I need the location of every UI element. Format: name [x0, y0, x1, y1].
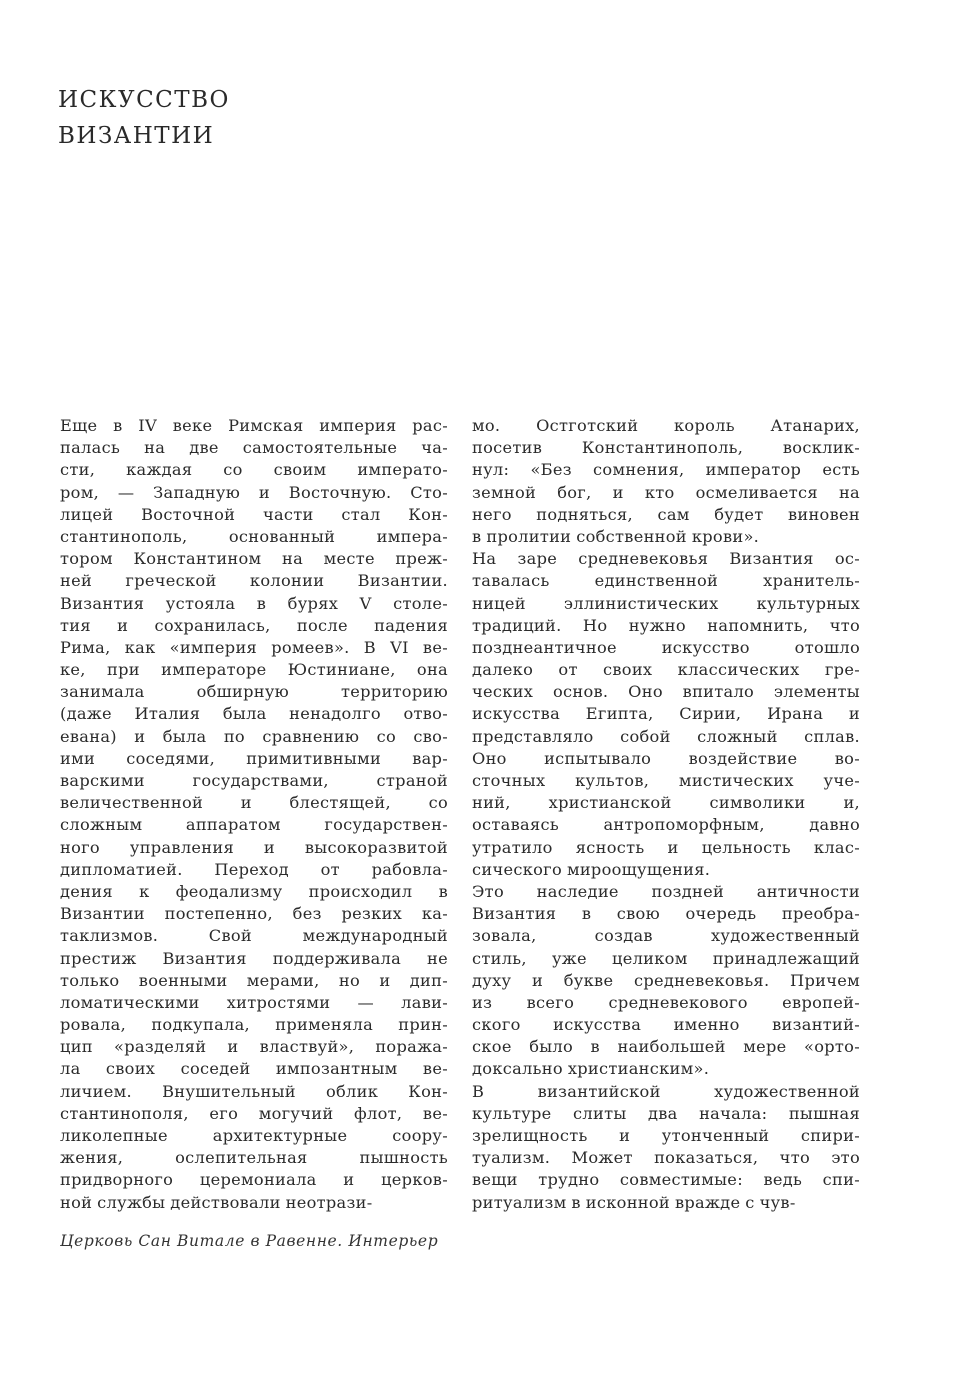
- text-line: занимала обширную территорию: [60, 682, 448, 702]
- text-line: вещи трудно совместимые: ведь спи-: [472, 1170, 860, 1190]
- text-line: ритуализм в исконной вражде с чув-: [472, 1192, 796, 1212]
- text-line: стантинополь, основанный импера-: [60, 526, 448, 546]
- text-line: стиль, уже целиком принадлежащий: [472, 948, 860, 968]
- page-title-line-2: ВИЗАНТИИ: [58, 123, 215, 149]
- text-line: личием. Внушительный облик Кон-: [60, 1081, 448, 1101]
- text-column-right: [472, 415, 860, 1214]
- text-line: зовала, создав художественный: [472, 926, 860, 946]
- text-line: него подняться, сам будет виновен: [472, 504, 860, 524]
- text-line: Византия в свою очередь преобра-: [472, 904, 860, 924]
- text-line: сточных культов, мистических уче-: [472, 771, 860, 790]
- text-line: зрелищность и утонченный спири-: [472, 1126, 860, 1145]
- text-line: ке, при императоре Юстиниане, она: [60, 660, 448, 680]
- text-line: лицей Восточной части стал Кон-: [60, 504, 448, 524]
- text-line: таклизмов. Свой международный: [60, 926, 448, 946]
- text-line: сического мироощущения.: [472, 859, 711, 879]
- text-line: доксально христианским».: [472, 1059, 710, 1079]
- text-line: мо. Остготский король Атанарих,: [472, 416, 860, 435]
- text-line: далеко от своих классических гре-: [472, 660, 860, 680]
- text-line: в пролитии собственной крови».: [472, 526, 760, 546]
- text-line: Оно испытывало воздействие во-: [472, 748, 860, 768]
- text-line: ницей эллинистических культурных: [472, 593, 860, 613]
- text-line: представляло собой сложный сплав.: [472, 726, 860, 746]
- text-line: цип «разделяй и властвуй», поража-: [60, 1037, 448, 1057]
- text-line: туализм. Может показаться, что это: [472, 1148, 860, 1168]
- text-line: жения, ослепительная пышность: [60, 1148, 448, 1168]
- text-line: ломатическими хитростями — лави-: [60, 992, 448, 1012]
- text-line: позднеантичное искусство отошло: [472, 637, 860, 657]
- page-title: [58, 82, 230, 154]
- text-line: палась на две самостоятельные ча-: [60, 438, 448, 458]
- text-line: тия и сохранилась, после падения: [60, 615, 448, 635]
- text-line: тавалась единственной хранитель-: [472, 571, 860, 591]
- text-line: ной службы действовали неотрази-: [60, 1192, 373, 1212]
- text-line: традиций. Но нужно напомнить, что: [472, 615, 860, 635]
- text-line: ний, христианской символики и,: [472, 793, 860, 813]
- text-line: дения к феодализму происходил в: [60, 881, 448, 901]
- text-line: ла своих соседей импозантным ве-: [60, 1059, 448, 1079]
- text-line: варскими государствами, страной: [60, 771, 448, 790]
- text-line: ликолепные архитектурные соору-: [60, 1126, 448, 1145]
- text-line: только военными мерами, но и дип-: [60, 970, 448, 990]
- text-line: ного управления и высокоразвитой: [60, 837, 448, 857]
- text-line: величественной и блестящей, со: [60, 793, 448, 813]
- image-caption: Церковь Сан Витале в Равенне. Интерьер: [60, 1232, 439, 1250]
- text-line: нул: «Без сомнения, император есть: [472, 460, 860, 480]
- text-line: ром, — Западную и Восточную. Сто-: [60, 482, 448, 502]
- text-line: (даже Италия была ненадолго отво-: [60, 704, 448, 724]
- text-line: престиж Византия поддерживала не: [60, 948, 448, 968]
- text-column-left: [60, 415, 448, 1214]
- text-line: Рима, как «империя ромеев». В VI ве-: [60, 637, 448, 657]
- text-line: сложным аппаратом государствен-: [60, 815, 448, 835]
- text-line: из всего средневекового европей-: [472, 992, 860, 1012]
- text-line: искусства Египта, Сирии, Ирана и: [472, 704, 860, 724]
- text-line: дипломатией. Переход от рабовла-: [60, 859, 448, 879]
- text-line: В византийской художественной: [472, 1081, 860, 1101]
- text-line: ими соседями, примитивными вар-: [60, 748, 448, 768]
- text-line: утратило ясность и цельность клас-: [472, 837, 860, 857]
- text-line: Еще в IV веке Римская империя рас-: [60, 416, 448, 435]
- text-line: сти, каждая со своим императо-: [60, 460, 448, 480]
- text-line: ней греческой колонии Византии.: [60, 571, 448, 591]
- text-line: ское было в наибольшей мере «орто-: [472, 1037, 860, 1057]
- text-line: тором Константином на месте преж-: [60, 549, 448, 569]
- page-title-line-1: ИСКУССТВО: [58, 87, 230, 113]
- text-line: культуре слиты два начала: пышная: [472, 1103, 860, 1123]
- text-line: стантинополя, его могучий флот, ве-: [60, 1103, 448, 1123]
- text-line: Византия устояла в бурях V столе-: [60, 593, 448, 613]
- text-line: ческих основ. Оно впитало элементы: [472, 682, 860, 702]
- text-line: земной бог, и кто осмеливается на: [472, 482, 860, 502]
- text-line: посетив Константинополь, восклик-: [472, 438, 860, 458]
- text-line: ского искусства именно византий-: [472, 1015, 860, 1035]
- text-line: евана) и была по сравнению со сво-: [60, 726, 448, 746]
- text-line: На заре средневековья Византия ос-: [472, 549, 860, 569]
- text-line: духу и букве средневековья. Причем: [472, 970, 860, 990]
- text-line: придворного церемониала и церков-: [60, 1170, 448, 1190]
- text-line: Византии постепенно, без резких ка-: [60, 904, 448, 924]
- text-line: оставаясь антропоморфным, давно: [472, 815, 860, 835]
- text-line: ровала, подкупала, применяла прин-: [60, 1015, 448, 1035]
- text-line: Это наследие поздней античности: [472, 881, 860, 901]
